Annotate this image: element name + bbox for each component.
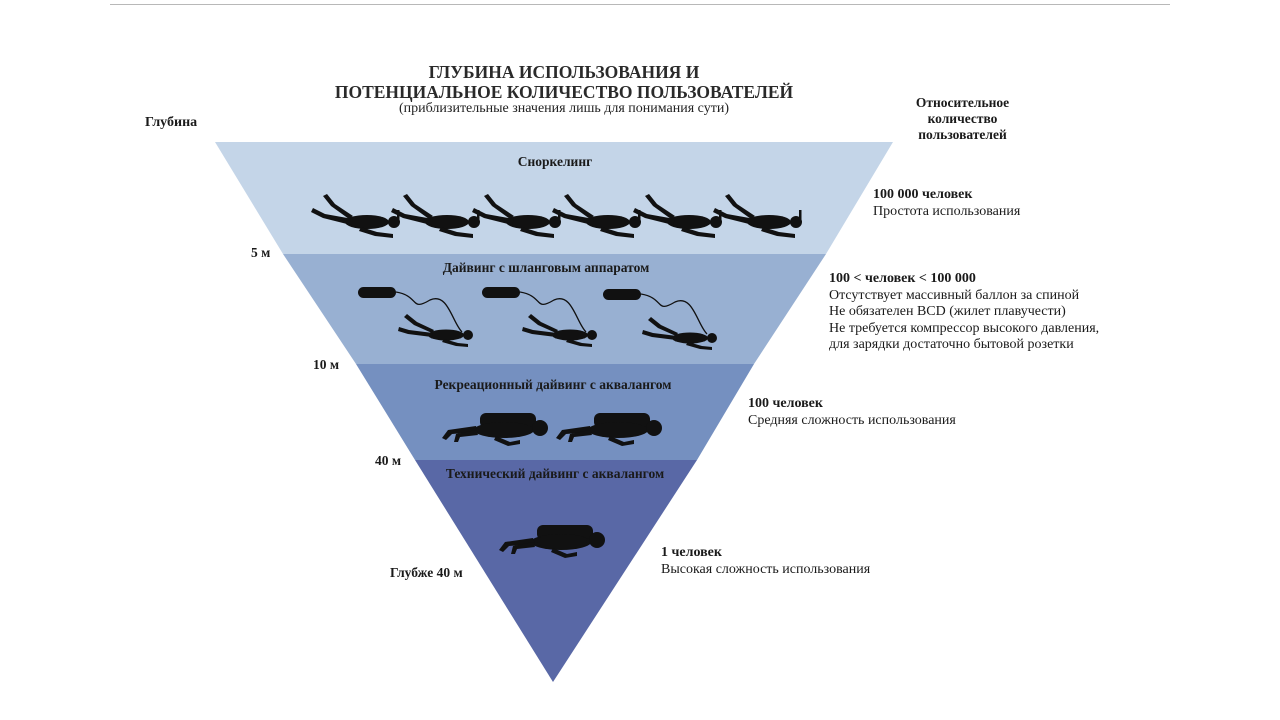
technical-diving-label: Технический дайвинг с аквалангом <box>445 466 665 481</box>
hookah-users-info <box>829 271 1099 354</box>
depth-column-header: Глубина <box>145 115 198 130</box>
hookah-note-1: Отсутствует массивный баллон за спиной <box>829 287 1080 303</box>
technical-users-count: 1 человек <box>661 545 722 560</box>
recreational-users-note: Средняя сложность использования <box>748 412 956 428</box>
title-line-2: ПОТЕНЦИАЛЬНОЕ КОЛИЧЕСТВО ПОЛЬЗОВАТЕЛЕЙ <box>334 82 794 102</box>
hookah-diving-label: Дайвинг с шланговым аппаратом <box>442 260 650 275</box>
snorkeling-users-info <box>873 187 1020 220</box>
title-line-1: ГЛУБИНА ИСПОЛЬЗОВАНИЯ И <box>428 62 700 82</box>
snorkeling-users-note: Простота использования <box>873 203 1021 219</box>
recreational-users-info <box>748 396 956 429</box>
depth-label-5m: 5 м <box>251 245 271 260</box>
page-subtitle: (приблизительные значения лишь для понимания сути) <box>399 101 729 116</box>
recreational-users-count: 100 человек <box>748 396 823 411</box>
depth-label-40m: 40 м <box>375 453 402 468</box>
snorkeling-users-count: 100 000 человек <box>873 187 973 202</box>
hookah-note-4: для зарядки достаточно бытовой розетки <box>829 337 1074 352</box>
hookah-note-3: Не требуется компрессор высокого давления, <box>829 320 1100 336</box>
hookah-users-count: 100 < человек < 100 000 <box>829 271 976 286</box>
snorkeling-label: Сноркелинг <box>517 154 593 169</box>
stage-tank-icon <box>537 537 587 546</box>
users-header-line-3: пользователей <box>918 127 1007 142</box>
depth-label-10m: 10 м <box>313 357 340 372</box>
technical-users-note: Высокая сложность использования <box>661 561 871 577</box>
technical-users-info <box>661 545 870 578</box>
recreational-diving-label: Рекреационный дайвинг с аквалангом <box>434 377 672 392</box>
users-header-line-1: Относительное <box>915 95 1010 110</box>
depth-label-deeper-40m: Глубже 40 м <box>390 565 463 580</box>
hookah-note-2: Не обязателен BCD (жилет плавучести) <box>829 304 1066 319</box>
users-header-line-2: количество <box>927 111 998 126</box>
